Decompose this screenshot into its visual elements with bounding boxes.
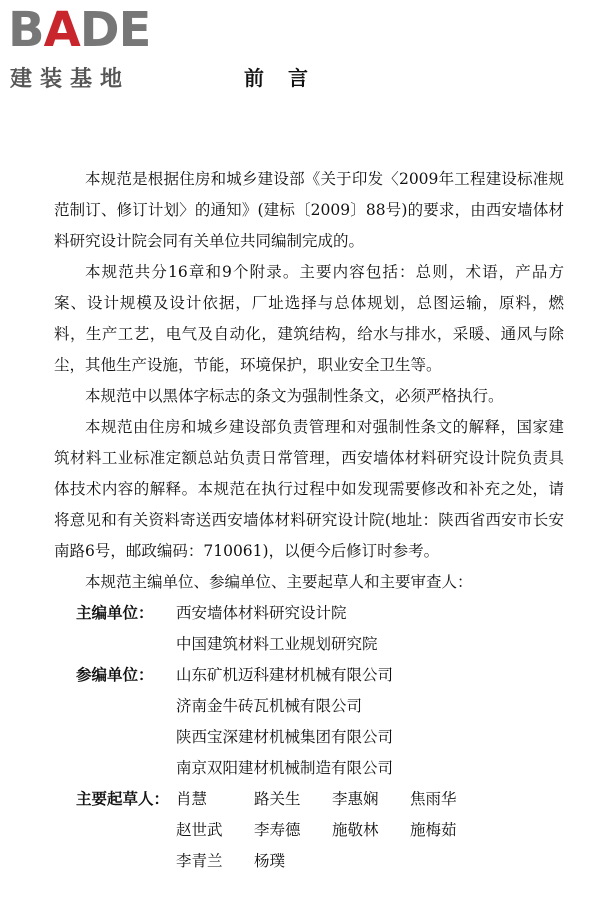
preface-body xyxy=(54,164,564,877)
participant-row xyxy=(54,660,564,784)
drafter-label: 主要起草人： xyxy=(76,790,170,808)
paragraph-3: 本规范中以黑体字标志的条文为强制性条文，必须严格执行。 xyxy=(85,387,504,405)
paragraph-1: 本规范是根据住房和城乡建设部《关于印发〈2009年工程建设标准规范制订、修订计划〉的通知》(建标〔2009〕88号)的要求，由西安墙体材料研究设计院会同有关单位共同编制完成的。 xyxy=(54,170,564,250)
chief-editor-label: 主编单位： xyxy=(76,604,154,622)
drafter-name: 李寿德 xyxy=(254,821,301,839)
drafter-name: 肖慧 xyxy=(176,790,208,808)
drafter-name: 杨璞 xyxy=(254,852,286,870)
logo-accent-letter: A xyxy=(43,2,80,58)
chief-unit: 西安墙体材料研究设计院 xyxy=(176,604,347,622)
staff-list xyxy=(54,598,564,877)
participant-unit: 济南金牛砖瓦机械有限公司 xyxy=(176,697,363,715)
paragraph-5: 本规范主编单位、参编单位、主要起草人和主要审查人： xyxy=(85,573,473,591)
drafter-row xyxy=(54,784,564,877)
page-title: 前言 xyxy=(244,66,332,90)
drafter-name: 焦雨华 xyxy=(410,790,457,808)
drafter-name: 赵世武 xyxy=(176,821,223,839)
chief-unit: 中国建筑材料工业规划研究院 xyxy=(176,635,378,653)
drafter-name: 李青兰 xyxy=(176,852,223,870)
paragraph-2: 本规范共分16章和9个附录。主要内容包括：总则，术语，产品方案、设计规模及设计依据，厂址选择与总体规划，总图运输，原料，燃料，生产工艺，电气及自动化，建筑结构，给水与排水，采暖、通风与除尘，其他生产设施，节能，环境保护，职业安全卫生等。 xyxy=(54,263,564,374)
participant-label: 参编单位： xyxy=(76,666,154,684)
chief-editor-row xyxy=(54,598,564,660)
drafter-name: 路关生 xyxy=(254,790,301,808)
drafter-name: 李惠娴 xyxy=(332,790,379,808)
logo-wordmark: BADE xyxy=(8,2,151,58)
participant-unit: 山东矿机迈科建材机械有限公司 xyxy=(176,666,394,684)
drafter-name: 施敬林 xyxy=(332,821,379,839)
participant-unit: 陕西宝深建材机械集团有限公司 xyxy=(176,728,394,746)
participant-unit: 南京双阳建材机械制造有限公司 xyxy=(176,759,394,777)
brand-logo xyxy=(8,4,178,94)
drafter-name: 施梅茹 xyxy=(410,821,457,839)
logo-subtitle: 建装基地 xyxy=(10,67,131,92)
paragraph-4: 本规范由住房和城乡建设部负责管理和对强制性条文的解释，国家建筑材料工业标准定额总站负责日常管理，西安墙体材料研究设计院负责具体技术内容的解释。本规范在执行过程中如发现需要修改和补充之处，请将意见和有关资料寄送西安墙体材料研究设计院(地址：陕西省西安市长安南路6号，邮政编码：710061)，以便今后修订时参考。 xyxy=(54,418,564,560)
